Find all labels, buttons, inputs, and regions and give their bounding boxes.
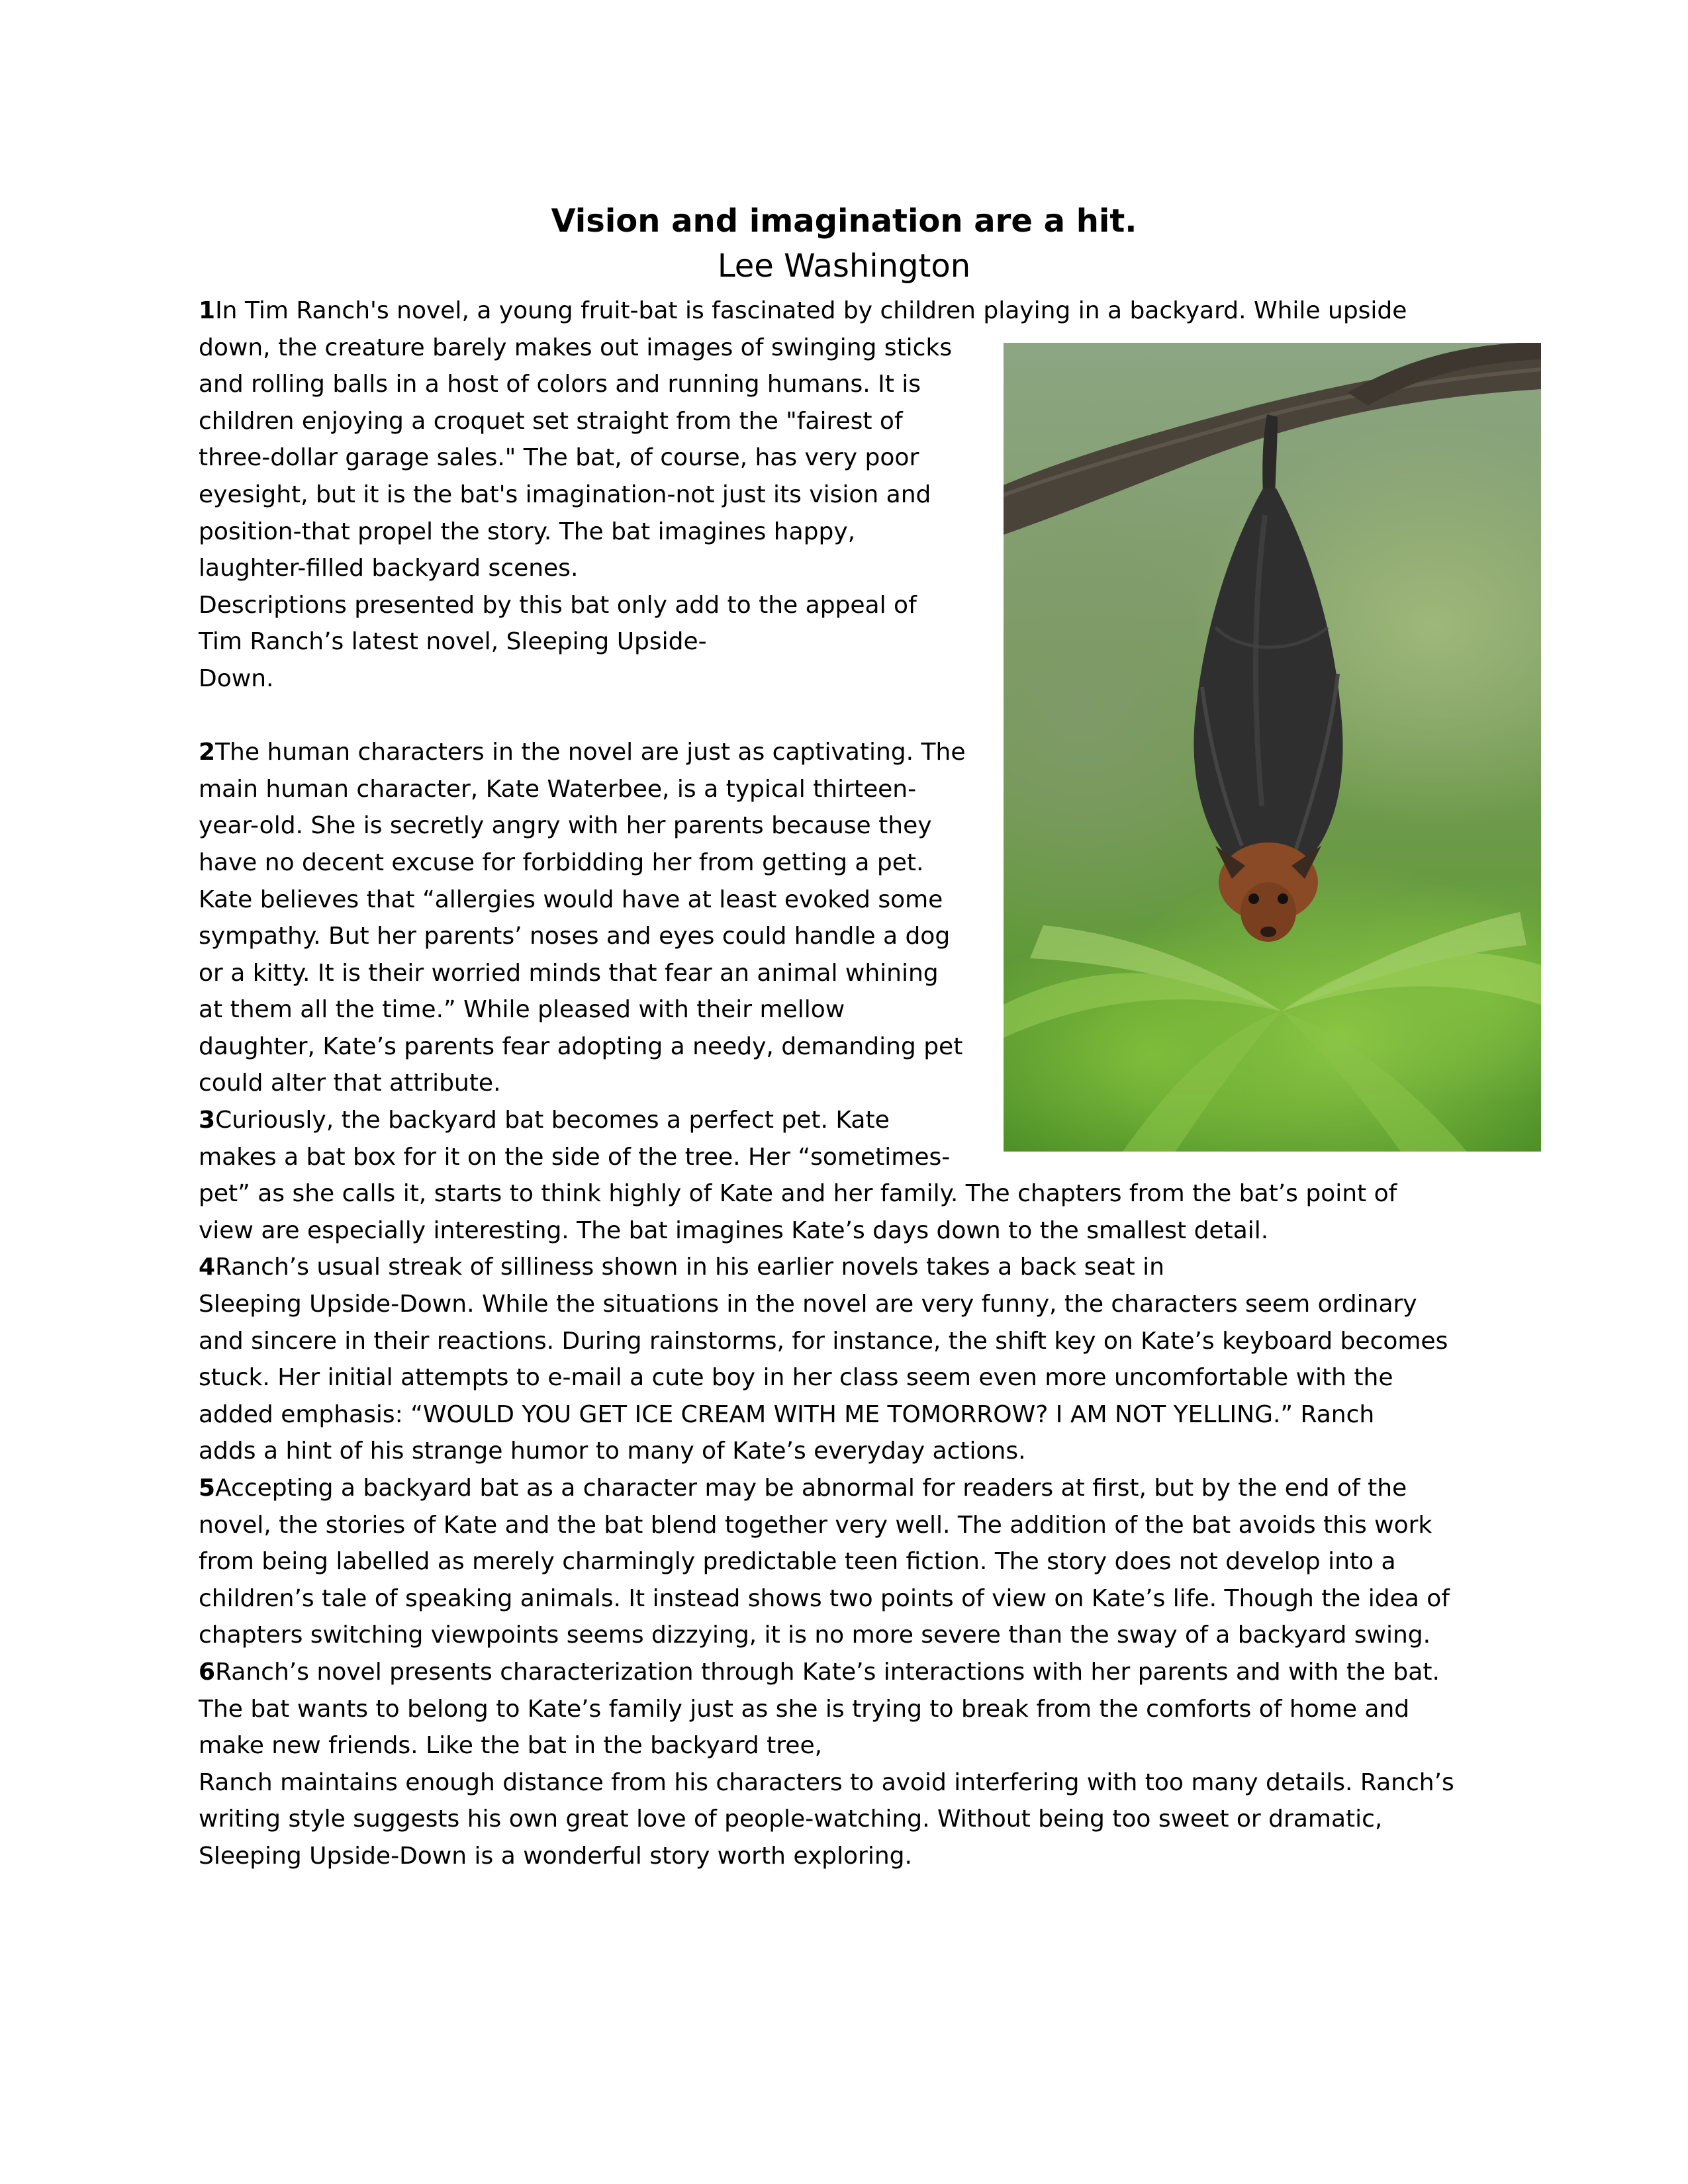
line-text: view are especially interesting. The bat imagines Kate’s days down to the smallest detail. — [199, 1216, 1269, 1244]
line-text: makes a bat box for it on the side of the tree. Her “sometimes- — [199, 1143, 951, 1171]
line-text: sympathy. But her parents’ noses and eyes could handle a dog — [199, 923, 951, 950]
bat-illustration — [1004, 343, 1541, 1152]
line-text: Ranch maintains enough distance from his characters to avoid interfering with too many details. Ranch’s — [199, 1768, 1454, 1796]
body-line — [199, 1396, 1503, 1433]
line-text: Sleeping Upside-Down is a wonderful story worth exploring. — [199, 1842, 912, 1870]
body-line — [199, 1433, 1503, 1470]
body-line — [199, 1543, 1503, 1580]
body-line — [199, 1212, 1503, 1250]
body-line — [199, 1323, 1503, 1360]
paragraph-number: 1 — [199, 297, 216, 324]
paragraph-number: 3 — [199, 1107, 216, 1134]
line-text: Tim Ranch’s latest novel, Sleeping Upside- — [199, 628, 707, 656]
body-line — [199, 1764, 1503, 1801]
line-text: Ranch’s usual streak of silliness shown in his earlier novels takes a back seat in — [215, 1253, 1164, 1281]
paragraph-number: 5 — [199, 1475, 216, 1502]
line-text: have no decent excuse for forbidding her from getting a pet. — [199, 848, 924, 876]
line-text: adds a hint of his strange humor to many of Kate’s everyday actions. — [199, 1437, 1026, 1465]
body-line — [199, 1838, 1503, 1875]
paragraph-number: 6 — [199, 1658, 216, 1686]
line-text: children enjoying a croquet set straight from the "fairest of — [199, 407, 903, 435]
line-text: three-dollar garage sales." The bat, of course, has very poor — [199, 444, 919, 472]
line-text: In Tim Ranch's novel, a young fruit-bat is fascinated by children playing in a backyard. While upside — [215, 297, 1407, 324]
bat-photo — [1004, 343, 1541, 1152]
paragraph-number: 2 — [199, 739, 216, 766]
body-line — [199, 1691, 1503, 1728]
line-text: position-that propel the story. The bat imagines happy, — [199, 518, 856, 545]
line-text: eyesight, but it is the bat's imagination-not just its vision and — [199, 480, 931, 508]
line-text: Ranch’s novel presents characterization through Kate’s interactions with her parents and with the bat. — [215, 1658, 1440, 1686]
body-line — [199, 1727, 1503, 1764]
palm-leaves — [1004, 912, 1541, 1152]
line-text: The bat wants to belong to Kate’s family just as she is trying to break from the comforts of home and — [199, 1695, 1410, 1723]
line-text: Kate believes that “allergies would have at least evoked some — [199, 886, 943, 913]
line-text: Descriptions presented by this bat only add to the appeal of — [199, 591, 917, 619]
body-line — [199, 1617, 1503, 1654]
line-text: daughter, Kate’s parents fear adopting a needy, demanding pet — [199, 1032, 963, 1060]
line-text: could alter that attribute. — [199, 1069, 501, 1097]
line-text: and rolling balls in a host of colors and running humans. It is — [199, 371, 921, 398]
body-line — [199, 1801, 1503, 1838]
line-text: Curiously, the backyard bat becomes a perfect pet. Kate — [215, 1107, 890, 1134]
line-text: at them all the time.” While pleased with their mellow — [199, 996, 845, 1024]
body-line — [199, 1175, 1503, 1212]
body-line — [199, 1580, 1503, 1617]
line-text: The human characters in the novel are just as captivating. The — [215, 739, 966, 766]
line-text: children’s tale of speaking animals. It instead shows two points of view on Kate’s life. Though the idea of — [199, 1584, 1450, 1612]
line-text: year-old. She is secretly angry with her parents because they — [199, 812, 932, 840]
paragraph-start-line — [199, 293, 1503, 330]
line-text: down, the creature barely makes out images of swinging sticks — [199, 334, 953, 361]
line-text: pet” as she calls it, starts to think highly of Kate and her family. The chapters from the bat’s point of — [199, 1180, 1397, 1208]
line-text: chapters switching viewpoints seems dizzying, it is no more severe than the sway of a backyard swing. — [199, 1621, 1431, 1649]
line-text: laughter-filled backyard scenes. — [199, 555, 579, 582]
paragraph-start-line — [199, 1470, 1503, 1507]
line-text: main human character, Kate Waterbee, is a typical thirteen- — [199, 775, 917, 803]
bat-head — [1215, 842, 1321, 942]
bat-body — [1194, 488, 1342, 874]
line-text: or a kitty. It is their worried minds that fear an animal whining — [199, 959, 939, 987]
paragraph-number: 4 — [199, 1253, 216, 1281]
line-text: Accepting a backyard bat as a character may be abnormal for readers at first, but by the end of the — [215, 1475, 1407, 1502]
body-line — [199, 1359, 1503, 1396]
line-text: Down. — [199, 664, 274, 692]
article-title: Vision and imagination are a hit. — [551, 203, 1137, 240]
line-text: and sincere in their reactions. During rainstorms, for instance, the shift key on Kate’s keyboard becomes — [199, 1327, 1448, 1355]
paragraph-start-line — [199, 1654, 1503, 1691]
line-text: novel, the stories of Kate and the bat blend together very well. The addition of the bat avoids this work — [199, 1511, 1432, 1539]
article-author: Lee Washington — [717, 248, 971, 285]
line-text: added emphasis: “WOULD YOU GET ICE CREAM WITH ME TOMORROW? I AM NOT YELLING.” Ranch — [199, 1400, 1375, 1428]
line-text: Sleeping Upside-Down. While the situations in the novel are very funny, the characters seem ordinary — [199, 1291, 1417, 1318]
line-text: from being labelled as merely charmingly predictable teen fiction. The story does not develop into a — [199, 1548, 1396, 1576]
body-line — [199, 1286, 1503, 1323]
body-line — [199, 1507, 1503, 1544]
line-text: stuck. Her initial attempts to e-mail a cute boy in her class seem even more uncomfortable with the — [199, 1364, 1393, 1392]
line-text: writing style suggests his own great love of people-watching. Without being too sweet or dramatic, — [199, 1805, 1383, 1833]
line-text: make new friends. Like the bat in the backyard tree, — [199, 1732, 823, 1760]
paragraph-start-line — [199, 1249, 1503, 1286]
